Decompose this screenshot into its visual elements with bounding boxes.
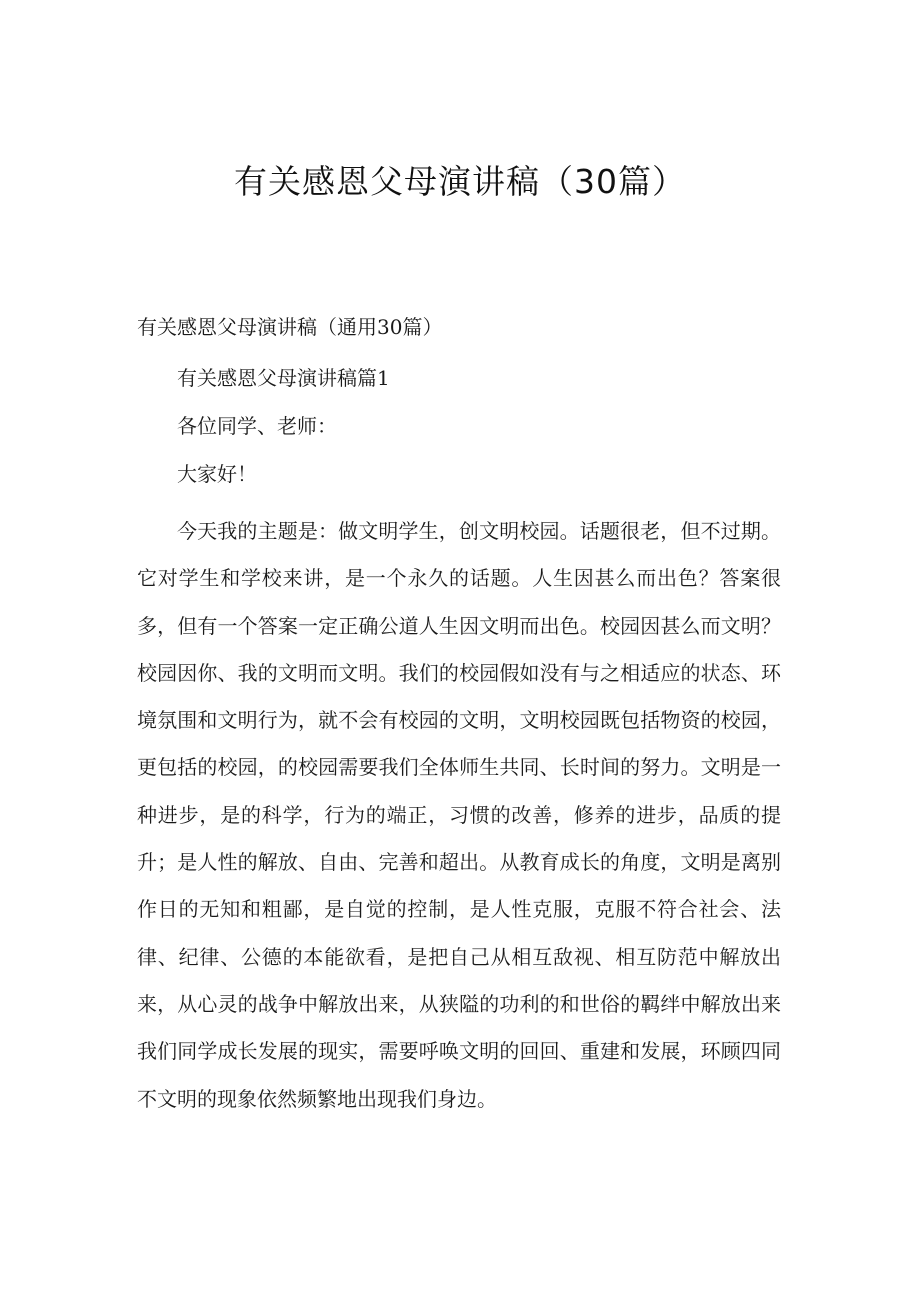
speech-paragraph: 今天我的主题是：做文明学生，创文明校园。话题很老，但不过期。它对学生和学校来讲，是一个永久的话题。人生因甚么而出色？答案很多，但有一个答案一定正确公道人生因文明而出色。校园因甚么而文明？校园因你、我的文明而文明。我们的校园假如没有与之相适应的状态、环境氛围和文明行为，就不会有校园的文明，文明校园既包括物资的校园，更包括的校园，的校园需要我们全体师生共同、长时间的努力。文明是一种进步，是的科学，行为的端正，习惯的改善，修养的进步，品质的提升；是人性的解放、自由、完善和超出。从教育成长的角度，文明是离别作日的无知和粗鄙，是自觉的控制，是人性克服，克服不符合社会、法律、纪律、公德的本能欲看，是把自己从相互敌视、相互防范中解放出来，从心灵的战争中解放出来，从狭隘的功利的和世俗的羁绊中解放出来我们同学成长发展的现实，需要呼唤文明的回回、重建和发展，环顾四同不文明的现象依然频繁地出现我们身边。: [137, 519, 781, 1111]
document-title: 有关感恩父母演讲稿（30篇）: [234, 162, 686, 201]
greeting-hello: 大家好！: [177, 462, 257, 486]
section-heading: 有关感恩父母演讲稿篇1: [177, 366, 390, 390]
document-subtitle: 有关感恩父母演讲稿（通用30篇）: [137, 315, 443, 339]
greeting-audience: 各位同学、老师：: [177, 414, 337, 438]
